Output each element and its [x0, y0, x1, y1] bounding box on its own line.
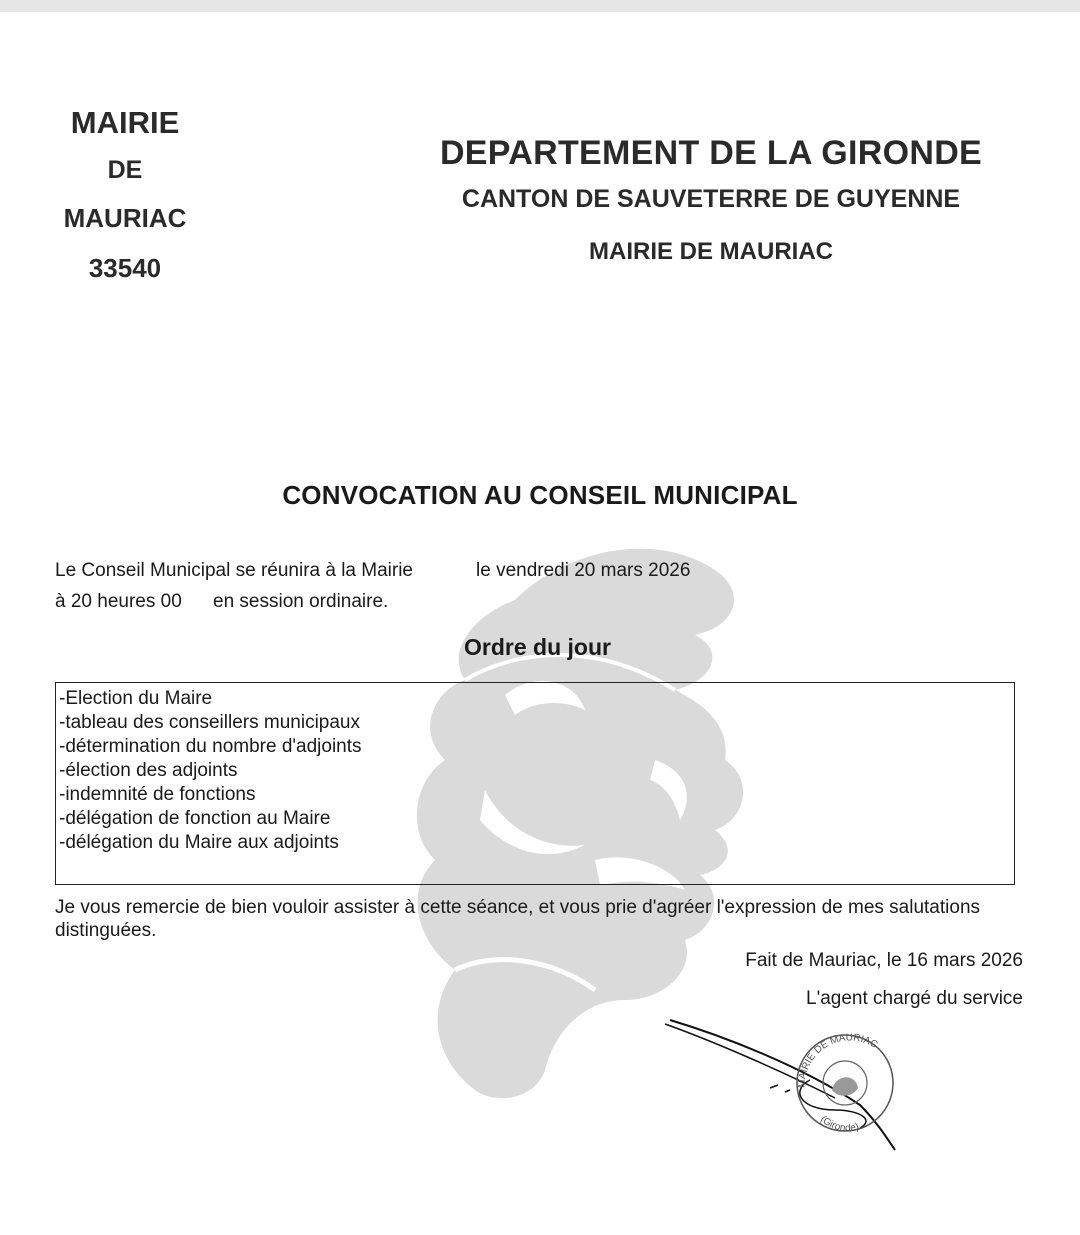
- meeting-time: à 20 heures 00: [55, 591, 182, 612]
- header-left-postcode: 33540: [88, 253, 162, 283]
- left-header: [30, 100, 220, 294]
- header-left-line1: MAIRIE: [70, 105, 180, 140]
- agenda-item: -détermination du nombre d'adjoints: [59, 736, 362, 757]
- agenda-item: -élection des adjoints: [59, 760, 238, 781]
- agenda-title: Ordre du jour: [464, 634, 611, 660]
- header-mairie: MAIRIE DE MAURIAC: [589, 238, 833, 265]
- header-department: DEPARTEMENT DE LA GIRONDE: [439, 134, 983, 172]
- stamp-bottom-text: (Gironde): [817, 1113, 861, 1134]
- place-date: Fait de Mauriac, le 16 mars 2026: [745, 950, 1023, 971]
- top-bar: [0, 0, 1080, 12]
- signature-stamp: [660, 1010, 910, 1160]
- intro-sentence: Le Conseil Municipal se réunira à la Mairie: [55, 560, 414, 581]
- agenda-item: -tableau des conseillers municipaux: [59, 712, 360, 733]
- header-canton: CANTON DE SAUVETERRE DE GUYENNE: [461, 185, 961, 213]
- meeting-date: le vendredi 20 mars 2026: [476, 560, 691, 581]
- closing-paragraph: Je vous remercie de bien vouloir assister à cette séance, et vous prie d'agréer l'expression de mes salutations distinguées.: [55, 897, 981, 941]
- stamp-top-text: MAIRIE DE MAURIAC: [796, 1032, 880, 1089]
- agenda-item: -Election du Maire: [59, 688, 213, 709]
- agenda-box: [55, 682, 1015, 885]
- right-header: [405, 128, 1017, 272]
- agenda-item: -délégation du Maire aux adjoints: [59, 832, 339, 853]
- signatory: L'agent chargé du service: [806, 988, 1023, 1009]
- document-title: CONVOCATION AU CONSEIL MUNICIPAL: [282, 480, 798, 510]
- header-left-line3: MAURIAC: [63, 203, 187, 233]
- agenda-item: -indemnité de fonctions: [59, 784, 256, 805]
- header-left-line2: DE: [107, 156, 143, 184]
- meeting-session: en session ordinaire.: [213, 591, 389, 612]
- agenda-item: -délégation de fonction au Maire: [59, 808, 331, 829]
